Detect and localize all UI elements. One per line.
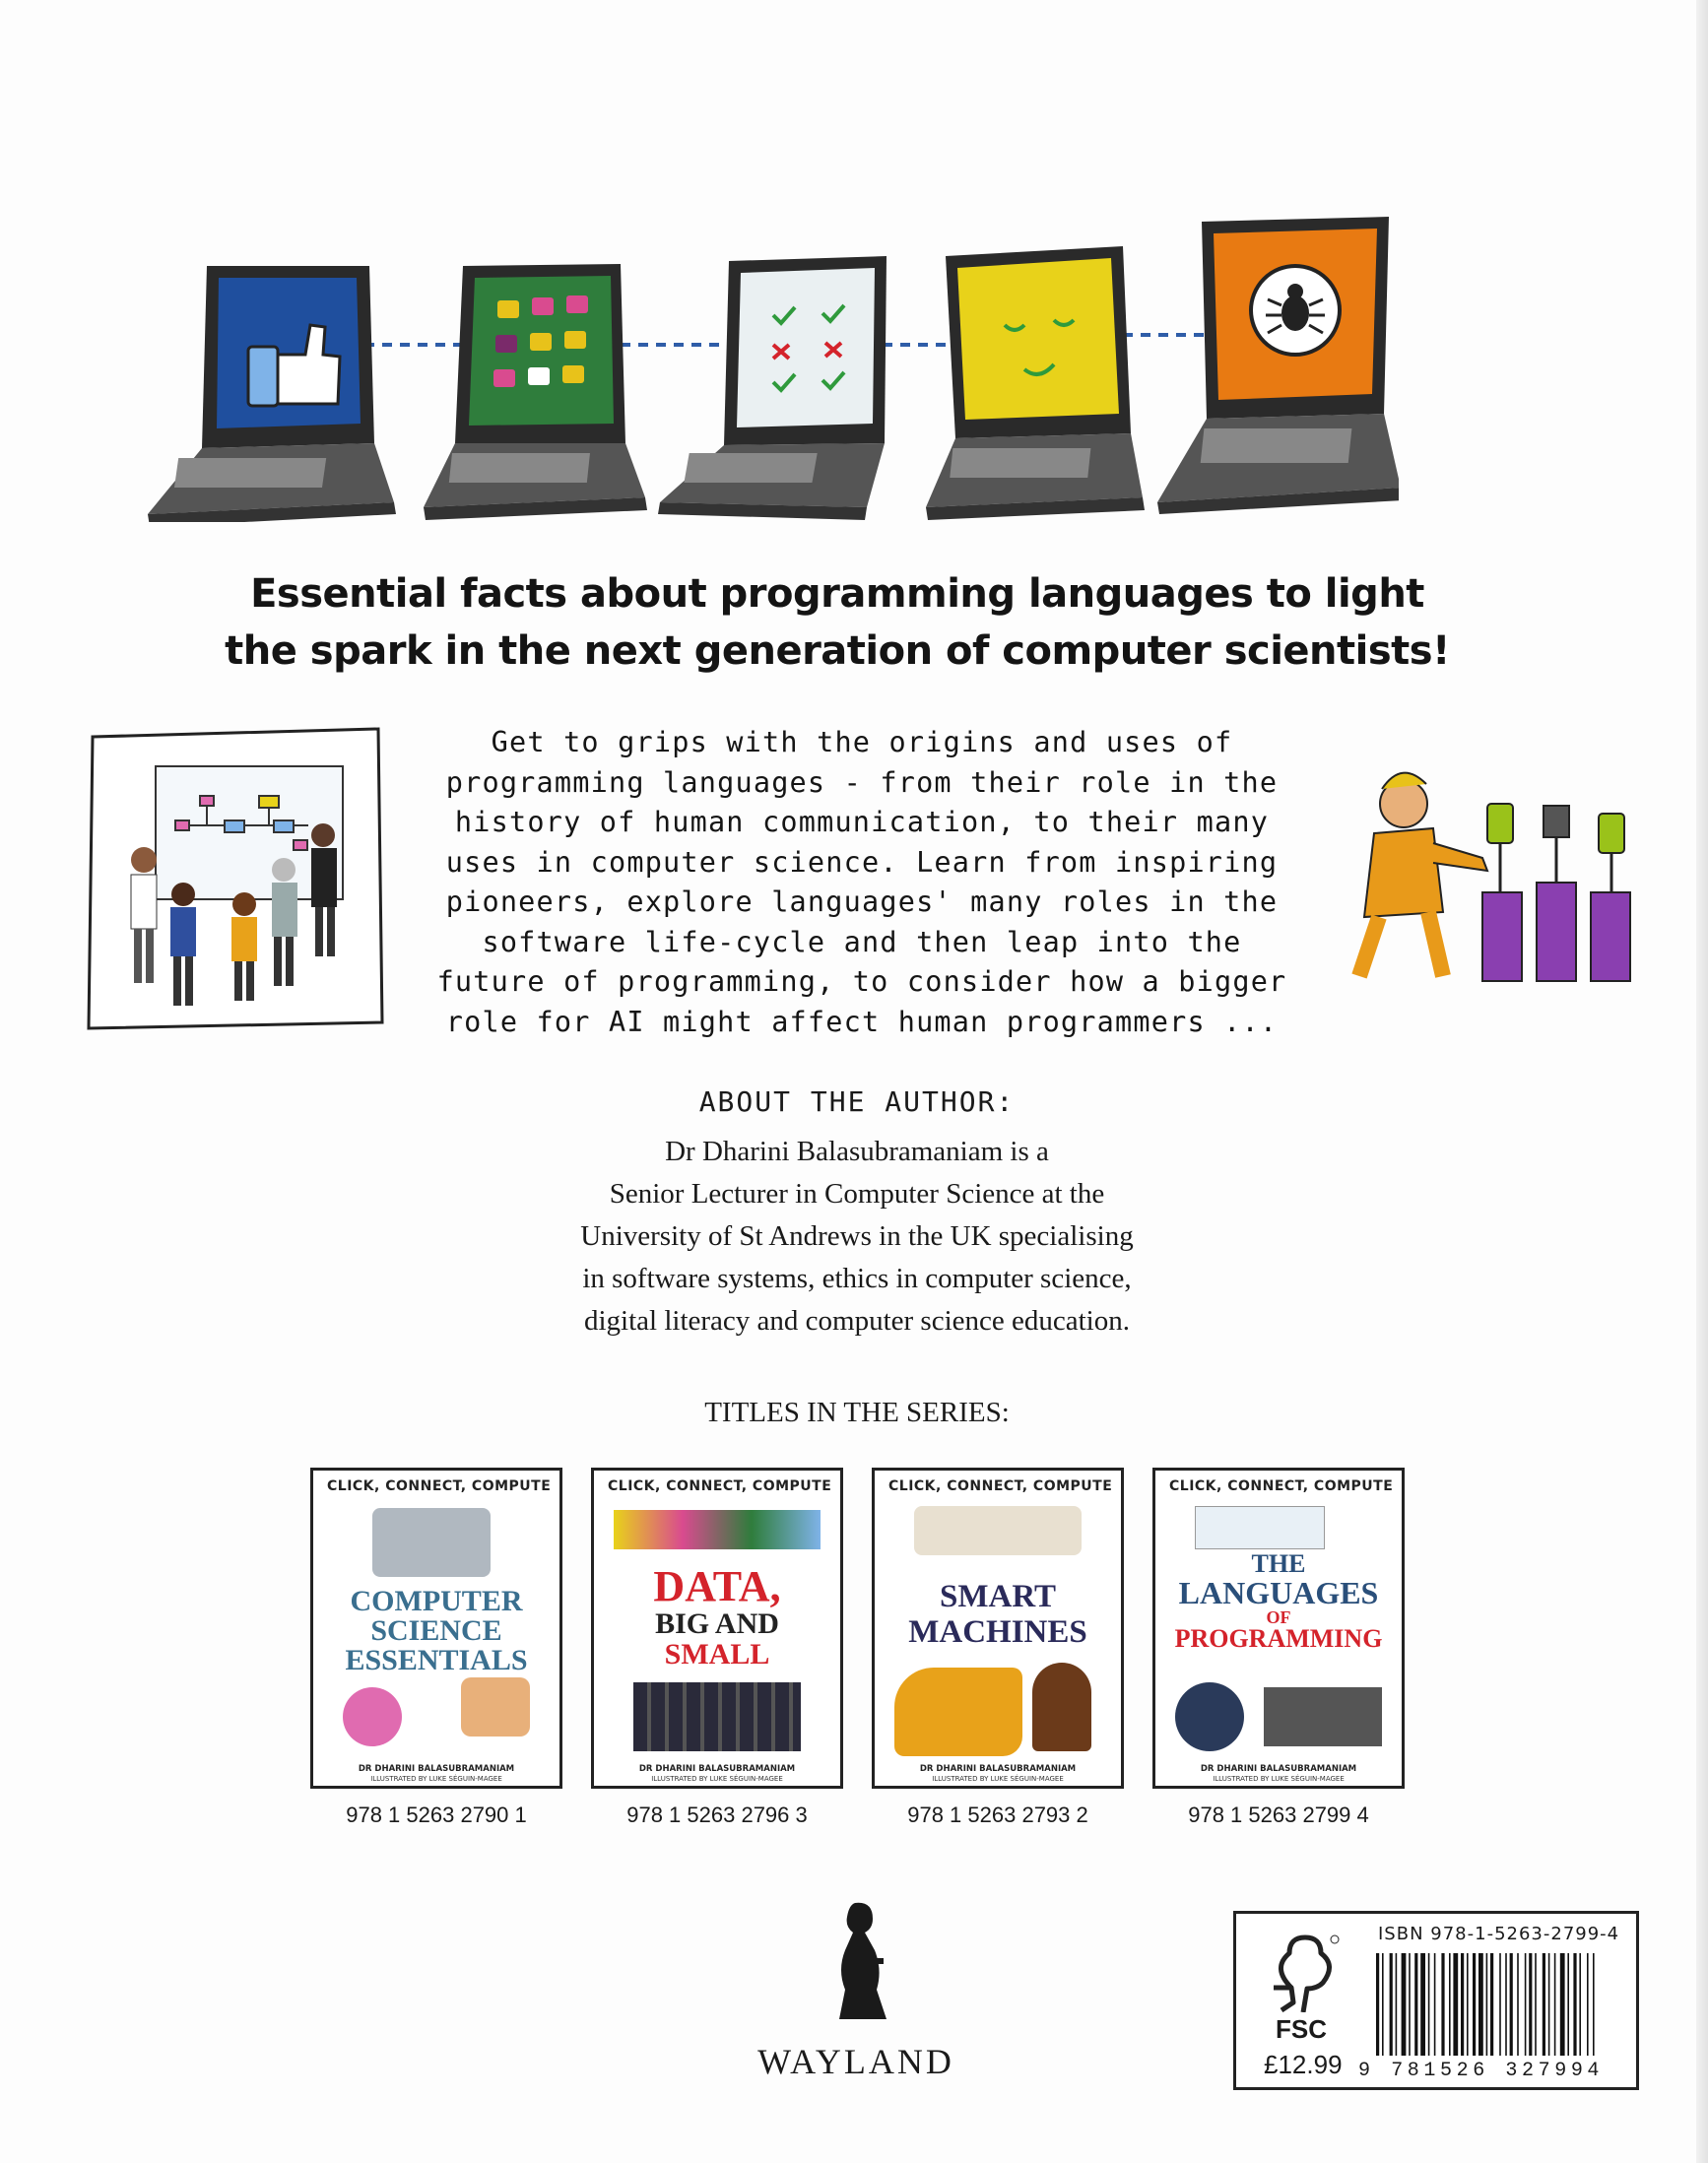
barcode-bar <box>1473 1953 1476 2056</box>
cover-art <box>343 1687 402 1746</box>
book-title <box>875 1579 1121 1650</box>
headline-line-2: the spark in the next generation of computer scientists! <box>225 628 1450 674</box>
illustrator-credit: ILLUSTRATED BY LUKE SÉGUIN-MAGEE <box>1213 1775 1345 1783</box>
book-title <box>1155 1551 1402 1652</box>
barcode-bar <box>1396 1953 1398 2056</box>
book-title-line: OF <box>1266 1607 1291 1627</box>
headline <box>197 565 1478 680</box>
book-title-line: SCIENCE <box>370 1614 502 1647</box>
series-name: CLICK, CONNECT, COMPUTE <box>327 1478 552 1494</box>
barcode-bar <box>1573 1953 1576 2056</box>
series-name: CLICK, CONNECT, COMPUTE <box>1169 1478 1394 1494</box>
author-credit: DR DHARINI BALASUBRAMANIAM <box>919 1764 1077 1774</box>
barcode-bar <box>1529 1953 1532 2056</box>
publisher-name: WAYLAND <box>757 2042 954 2081</box>
whiteboard-illustration <box>87 727 384 1032</box>
barcode-digits: 9 781526 327994 <box>1358 2060 1605 2082</box>
cover-art <box>914 1506 1082 1555</box>
barcode-bar <box>1376 1953 1379 2056</box>
illustrator-credit: ILLUSTRATED BY LUKE SÉGUIN-MAGEE <box>651 1775 783 1783</box>
illustrator-credit: ILLUSTRATED BY LUKE SÉGUIN-MAGEE <box>370 1775 502 1783</box>
book-title <box>313 1587 559 1675</box>
cover-art <box>1195 1506 1325 1549</box>
book-title-line: PROGRAMMING <box>1174 1624 1383 1653</box>
barcode-bar <box>1554 1953 1556 2056</box>
barcode-bar <box>1579 1953 1581 2056</box>
price: £12.99 <box>1264 2050 1343 2079</box>
laptop-bug <box>1157 217 1399 514</box>
barcode-bar <box>1478 1953 1483 2056</box>
about-line: Senior Lecturer in Computer Science at the <box>609 1178 1105 1210</box>
cover-art <box>894 1668 1022 1756</box>
book-cover-smart-machines <box>872 1468 1124 1789</box>
series-name: CLICK, CONNECT, COMPUTE <box>608 1478 832 1494</box>
blurb-line: uses in computer science. Learn from inspiring <box>445 845 1279 879</box>
laptops-illustration <box>138 197 1399 522</box>
book-title <box>594 1562 840 1671</box>
cover-art <box>633 1682 801 1751</box>
cover-art <box>372 1508 491 1577</box>
robots-on-pedestals <box>1482 804 1630 981</box>
about-text <box>512 1131 1202 1343</box>
about-line: digital literacy and computer science education. <box>584 1305 1130 1337</box>
book-title-line: LANGUAGES <box>1178 1575 1379 1610</box>
barcode-bar <box>1510 1953 1513 2056</box>
book-cover-data-big-and-small <box>591 1468 843 1789</box>
book-title-line: MACHINES <box>908 1614 1087 1650</box>
barcode-icon <box>1376 1953 1626 2056</box>
barcode-bar <box>1420 1953 1425 2056</box>
illustrator-credit: ILLUSTRATED BY LUKE SÉGUIN-MAGEE <box>932 1775 1064 1783</box>
barcode-bar <box>1486 1953 1488 2056</box>
laptop-checklist <box>658 256 887 520</box>
laptop-smiley <box>926 246 1145 520</box>
headline-line-1: Essential facts about programming languages to light <box>250 571 1424 617</box>
barcode-bar <box>1535 1953 1537 2056</box>
laptop-thumbs-up <box>148 266 396 522</box>
book-title-line: ESSENTIALS <box>345 1644 528 1676</box>
fsc-tree-icon <box>1264 1934 1343 2012</box>
barcode-bar <box>1593 1953 1595 2056</box>
barcode-bar <box>1525 1953 1527 2056</box>
author-credit: DR DHARINI BALASUBRAMANIAM <box>1200 1764 1357 1774</box>
cover-art <box>614 1510 821 1549</box>
author-credit: DR DHARINI BALASUBRAMANIAM <box>358 1764 515 1774</box>
barcode-bar <box>1434 1953 1436 2056</box>
about-heading: ABOUT THE AUTHOR: <box>698 1085 1016 1118</box>
book-isbn: 978 1 5263 2796 3 <box>626 1802 808 1827</box>
series-heading: TITLES IN THE SERIES: <box>704 1397 1010 1428</box>
blurb-line: role for AI might affect human programmers ... <box>445 1005 1279 1038</box>
book-isbn: 978 1 5263 2790 1 <box>346 1802 527 1827</box>
book-title-line: SMART <box>939 1579 1056 1614</box>
about-line: University of St Andrews in the UK specialising <box>580 1220 1134 1252</box>
barcode-bar <box>1517 1953 1519 2056</box>
blurb-line: software life-cycle and then leap into the <box>482 925 1242 958</box>
laptop-apps <box>424 264 647 520</box>
barcode-bar <box>1499 1953 1501 2056</box>
blurb <box>404 723 1320 1042</box>
publisher-logo-icon <box>825 1899 894 2023</box>
barcode-bar <box>1453 1953 1458 2056</box>
author-credit: DR DHARINI BALASUBRAMANIAM <box>638 1764 796 1774</box>
presenter-person <box>1359 773 1487 976</box>
cover-art <box>1032 1663 1091 1751</box>
barcode-bar <box>1560 1953 1565 2056</box>
barcode-bar <box>1587 1953 1589 2056</box>
blurb-line: pioneers, explore languages' many roles in the <box>445 885 1279 918</box>
page-edge <box>1696 0 1708 2163</box>
barcode-bar <box>1461 1953 1464 2056</box>
series-name: CLICK, CONNECT, COMPUTE <box>888 1478 1113 1494</box>
book-title-line: SMALL <box>664 1638 770 1671</box>
barcode-bar <box>1441 1953 1444 2056</box>
barcode-bar <box>1414 1953 1417 2056</box>
barcode-bar <box>1409 1953 1411 2056</box>
presenter-illustration <box>1335 754 1640 991</box>
barcode-bar <box>1402 1953 1407 2056</box>
app-tiles-icon <box>493 295 588 387</box>
book-cover-languages-of-programming <box>1152 1468 1405 1789</box>
barcode-bar <box>1449 1953 1451 2056</box>
blurb-line: programming languages - from their role in the <box>445 765 1279 799</box>
blurb-line: future of programming, to consider how a bigger <box>436 965 1287 998</box>
barcode-bar <box>1543 1953 1545 2056</box>
barcode-bar <box>1567 1953 1569 2056</box>
book-title-line: THE <box>1251 1549 1306 1578</box>
cover-art <box>461 1677 530 1737</box>
barcode-bar <box>1467 1953 1469 2056</box>
barcode-bar <box>1548 1953 1550 2056</box>
cover-art <box>1264 1687 1382 1746</box>
blurb-line: history of human communication, to their many <box>454 806 1270 838</box>
barcode-bar <box>1428 1953 1430 2056</box>
about-line: Dr Dharini Balasubramaniam is a <box>665 1136 1049 1167</box>
blurb-line: Get to grips with the origins and uses of <box>491 726 1233 758</box>
barcode-bar <box>1390 1953 1393 2056</box>
book-title-line: COMPUTER <box>350 1585 523 1617</box>
book-isbn: 978 1 5263 2799 4 <box>1188 1802 1369 1827</box>
book-cover-computer-science-essentials <box>310 1468 562 1789</box>
isbn-label: ISBN 978-1-5263-2799-4 <box>1378 1924 1620 1944</box>
barcode-bar <box>1505 1953 1507 2056</box>
book-isbn: 978 1 5263 2793 2 <box>907 1802 1088 1827</box>
book-title-line: BIG AND <box>655 1607 779 1640</box>
barcode-bar <box>1382 1953 1384 2056</box>
about-line: in software systems, ethics in computer science, <box>582 1263 1132 1294</box>
barcode-box <box>1233 1911 1639 2090</box>
fsc-label: FSC <box>1276 2014 1327 2044</box>
barcode-bar <box>1490 1953 1493 2056</box>
cover-art <box>1175 1682 1244 1751</box>
book-title-line: DATA, <box>653 1562 781 1610</box>
